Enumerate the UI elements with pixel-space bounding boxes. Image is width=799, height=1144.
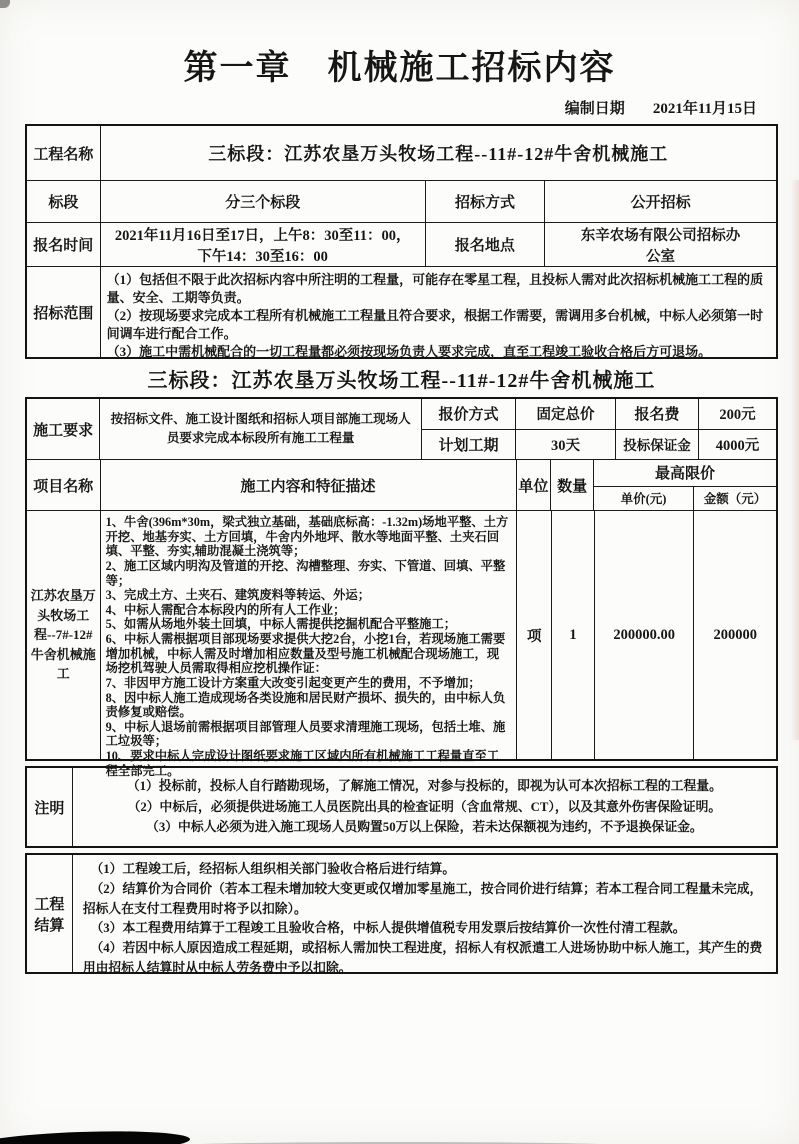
signup-fee-label: 报名费 <box>615 399 698 429</box>
settlement-item: （2）结算价为合同价（若本工程未增加较大变更或仅增加零星施工，按合同价进行结算；若本工程合同工程量未完成，招标人在支付工程费用时将予以扣除）。 <box>82 881 763 916</box>
plan-duration-label: 计划工期 <box>421 430 515 460</box>
project-name-value: 三标段：江苏农垦万头牧场工程--11#-12#牛舍机械施工 <box>100 126 776 180</box>
scope-item: （1）包括但不限于此次招标内容中所注明的工程量，可能存在零星工程，且投标人需对此次招标机械施工工程的质量、安全、工期等负责。 <box>106 272 764 305</box>
compile-date-value: 2021年11月15日 <box>652 101 757 117</box>
table-row <box>421 399 776 429</box>
bid-deposit-value: 4000元 <box>698 430 776 460</box>
table-row <box>27 855 776 976</box>
unit-value: 项 <box>516 511 551 759</box>
signup-place-label: 报名地点 <box>425 223 544 266</box>
table-header-row <box>27 459 776 510</box>
settlement-item: （1）工程竣工后，经招标人组织相关部门验收合格后进行结算。 <box>90 862 456 876</box>
settlement-content <box>72 855 776 976</box>
content-item: 7、非因甲方施工设计方案重大改变引起变更产生的费用，不予增加； <box>105 675 481 690</box>
table-row <box>27 399 776 459</box>
compile-date-label: 编制日期 <box>564 101 625 117</box>
content-item: 10、要求中标人完成设计图纸要求施工区域内所有机械施工工程量直至工程全部完工。 <box>105 749 500 778</box>
table-row <box>27 126 776 180</box>
col-header-amount: 金额（元） <box>693 487 776 510</box>
bid-method-value: 公开招标 <box>544 181 776 222</box>
table-row <box>27 266 776 357</box>
col-header-max-price: 最高限价 <box>593 460 776 486</box>
table-row <box>27 180 776 222</box>
settlement-label: 工程结算 <box>34 896 65 934</box>
settlement-table <box>25 853 778 974</box>
section-heading: 三标段：江苏农垦万头牧场工程--11#-12#牛舍机械施工 <box>147 370 656 392</box>
notes-table <box>25 766 778 848</box>
settlement-item: （3）本工程费用结算于工程竣工且验收合格，中标人提供增值税专用发票后按结算价一次性付清工程款。 <box>90 921 686 936</box>
content-item: 6、中标人需根据项目部现场要求提供大挖2台，小挖1台，若现场施工需要增加机械，中标人需及时增加相应数量及型号施工机械配合现场施工，现场挖机驾驶人员需取得相应挖机操作证： <box>105 632 506 676</box>
bid-deposit-label: 投标保证金 <box>615 430 698 460</box>
col-header-unit: 单位 <box>516 460 551 510</box>
section-value: 分三个标段 <box>100 181 425 222</box>
construction-req-value: 按招标文件、施工设计图纸和招标人项目部施工现场人员要求完成本标段所有施工工程量 <box>99 399 421 459</box>
col-header-qty: 数量 <box>550 460 593 510</box>
table-data-row <box>27 510 776 778</box>
project-info-table <box>25 124 778 359</box>
col-header-project: 项目名称 <box>33 478 94 495</box>
content-item: 4、中标人需配合本标段内的所有人工作业； <box>105 602 346 617</box>
price-info-block <box>421 399 776 459</box>
table-row <box>421 429 776 460</box>
page-title: 第一章 机械施工招标内容 <box>183 50 616 87</box>
scope-item: （2）按现场要求完成本工程所有机械施工工程量且符合要求，根据工作需要，需调用多台机械，中标人必须第一时间调车进行配合工作。 <box>106 307 764 341</box>
scan-artifact <box>791 180 799 740</box>
plan-duration-value: 30天 <box>515 430 615 460</box>
compile-date-line <box>0 97 799 118</box>
scope-item: （3）施工中需机械配合的一切工程量都必须按现场负责人要求完成，直至工程竣工验收合格后方可退场。 <box>106 343 712 359</box>
signup-time-label: 报名时间 <box>33 238 94 254</box>
bid-method-label: 招标方式 <box>425 181 544 222</box>
content-item: 5、如需从场地外装土回填，中标人需提供挖掘机配合平整施工； <box>105 617 457 632</box>
construction-req-label: 施工要求 <box>33 422 94 439</box>
col-header-desc: 施工内容和特征描述 <box>100 460 516 510</box>
notes-label: 注明 <box>34 800 65 817</box>
construction-content <box>100 511 517 778</box>
project-item-name: 江苏农垦万头牧场工程--7#-12#牛舍机械施工 <box>30 588 96 682</box>
scope-content <box>100 267 776 357</box>
signup-fee-value: 200元 <box>698 399 776 429</box>
quote-method-value: 固定总价 <box>515 399 615 429</box>
note-item: （1）投标前，投标人自行踏勘现场，了解施工情况，对参与投标的，即视为认可本次招标工程的工程量。 <box>126 779 722 794</box>
content-item: 1、牛舍(396m*30m，梁式独立基础，基础底标高：-1.32m)场地平整、土方开挖、地基夯实、土方回填，牛舍内外地坪、散水等地面平整、土夹石回填、平整、夯实,辅助混凝土浇筑等； <box>105 515 509 559</box>
note-item: （2）中标后，必须提供进场施工人员医院出具的检查证明（含血常规、CT），以及其意外伤害保险证明。 <box>127 799 722 814</box>
content-item: 9、中标人退场前需根据项目部管理人员要求清理施工现场，包括土堆、施工垃圾等； <box>105 719 506 749</box>
scan-artifact <box>0 0 10 8</box>
table-row <box>27 222 776 266</box>
note-item: （3）中标人必须为进入施工现场人员购置50万以上保险，若未达保额视为违约，不予退换保证金。 <box>146 820 703 835</box>
content-item: 3、完成土方、土夹石、建筑废料等转运、外运； <box>105 588 370 603</box>
content-item: 2、施工区域内明沟及管道的开挖、沟槽整理、夯实、下管道、回填、平整等； <box>105 558 506 588</box>
scan-artifact <box>0 1128 190 1144</box>
signup-time-value: 2021年11月16日至17日，上午8：30至11：00，下午14：30至16：00 <box>100 223 425 266</box>
table-header-row <box>593 486 776 510</box>
unit-price-value: 200000.00 <box>594 511 693 759</box>
quote-method-label: 报价方式 <box>421 399 515 429</box>
scope-label: 招标范围 <box>33 305 94 322</box>
table-row <box>27 768 776 846</box>
signup-place-value: 东辛农场有限公司招标办公室 <box>544 223 776 266</box>
qty-value: 1 <box>551 511 594 759</box>
max-price-header-block <box>593 460 776 510</box>
col-header-unit-price: 单价(元) <box>593 487 693 510</box>
notes-content <box>72 768 776 846</box>
amount-value: 200000 <box>693 511 776 759</box>
content-item: 8、因中标人施工造成现场各类设施和居民财产损坏、损失的，由中标人负责修复或赔偿。 <box>105 690 506 720</box>
section-label: 标段 <box>48 195 79 211</box>
bid-detail-table <box>25 397 778 778</box>
project-name-label: 工程名称 <box>33 146 94 163</box>
settlement-item: （4）若因中标人原因造成工程延期，或招标人需加快工程进度，招标人有权派遣工人进场协助中标人施工，其产生的费用由招标人结算时从中标人劳务费中予以扣除。 <box>82 941 763 976</box>
